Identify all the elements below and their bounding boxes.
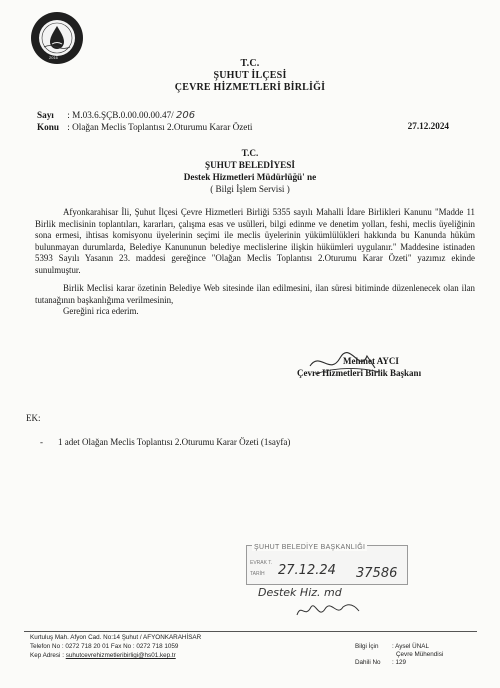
konu-value: : Olağan Meclis Toplantısı 2.Oturumu Karar Özeti (67, 122, 253, 132)
kep-label: Kep Adresi : (30, 652, 64, 659)
enclosure-label: EK: (26, 413, 41, 423)
reference-number (37, 110, 195, 121)
recipient-municipality: ŞUHUT BELEDİYESİ (205, 160, 295, 170)
stamp-handwritten-signature (293, 597, 365, 623)
logo-year: 2016 (49, 55, 58, 60)
footer-address: Kurtuluş Mah. Afyon Cad. No:14 Şuhut / AFYONKARAHİSAR (30, 634, 202, 641)
footer-kep (30, 652, 176, 659)
stamp-field-evrak: EVRAK T. (250, 560, 273, 566)
organization-logo (30, 11, 84, 65)
sayi-handwritten: 206 (176, 110, 196, 121)
enclosure-bullet: - (40, 437, 43, 447)
header-union: ÇEVRE HİZMETLERİ BİRLİĞİ (174, 82, 326, 93)
konu-label: Konu (37, 122, 59, 132)
extension-label: Dahili No (355, 659, 381, 666)
sayi-value: : M.03.6.ŞÇB.0.00.00.00.47/ (67, 110, 174, 120)
extension-value: : 129 (392, 659, 407, 666)
header-tc: T.C. (240, 58, 260, 69)
info-role: Çevre Mühendisi (396, 651, 444, 658)
stamp-field-date: TARİH (250, 571, 265, 577)
footer-divider (24, 631, 477, 632)
footer-phone: Telefon No : 0272 718 20 01 Fax No : 0272 718 1059 (30, 643, 179, 650)
body-paragraph-2: Birlik Meclisi karar özetinin Belediye Web sitesinde ilan edilmesini, ilan süresi bitiminde düzenlenecek olan ilan tutanağının başkanlığıma verilmesinin, (35, 283, 475, 305)
subject-line (37, 122, 253, 132)
info-label: Bilgi İçin (355, 643, 379, 650)
stamp-handwritten-department: Destek Hiz. md (258, 586, 342, 599)
signatory-title: Çevre Hizmetleri Birlik Başkanı (297, 368, 422, 378)
stamp-handwritten-date: 27.12.24 (278, 563, 336, 578)
stamp-handwritten-number: 37586 (356, 566, 398, 581)
body-paragraph-1: Afyonkarahisar İli, Şuhut İlçesi Çevre Hizmetleri Birliği 5355 sayılı Mahalli İdare Birlikleri Kanunu "Madde 11 Birlik meclisinin toplantıları, kararları, çalışma esas ve usülleri, bilgi edinme ve denetim yolları, feshi, meclis üyeliğinin sona ermesi, ihtisas komisyonu üyelerinin seçimi ile meclis üyelerinin yükümlülükleri hakkında bu Kanunda hüküm bulunmayan durumlarda, Belediye Kanununun belediye meclislerine ilişkin hükümleri uygulanır." Maddesine istinaden 5393 Sayılı Yasanın 23. maddesi gereğince "Olağan Meclis Toplantısı 2.Oturumu Karar Özeti" yazımız ekinde sunulmuştur. (35, 207, 475, 275)
info-value: : Aysel ÜNAL (392, 643, 429, 650)
signatory-name: Mehmet AYCI (343, 356, 399, 366)
document-date: 27.12.2024 (407, 121, 449, 131)
body-paragraph-3: Gereğini rica ederim. (63, 306, 139, 316)
header-district: ŞUHUT İLÇESİ (213, 70, 287, 81)
sayi-label: Sayı (37, 110, 54, 120)
recipient-service: ( Bilgi İşlem Servisi ) (210, 184, 290, 194)
recipient-department: Destek Hizmetleri Müdürlüğü' ne (183, 172, 317, 182)
handwritten-signature (305, 346, 385, 380)
kep-address[interactable]: suhutcevrehizmetleribirligi@hs01.kep.tr (65, 652, 176, 659)
recipient-tc: T.C. (241, 148, 259, 158)
stamp-title: ŞUHUT BELEDİYE BAŞKANLIĞI (254, 544, 366, 551)
enclosure-item: 1 adet Olağan Meclis Toplantısı 2.Oturumu Karar Özeti (1sayfa) (58, 437, 291, 447)
